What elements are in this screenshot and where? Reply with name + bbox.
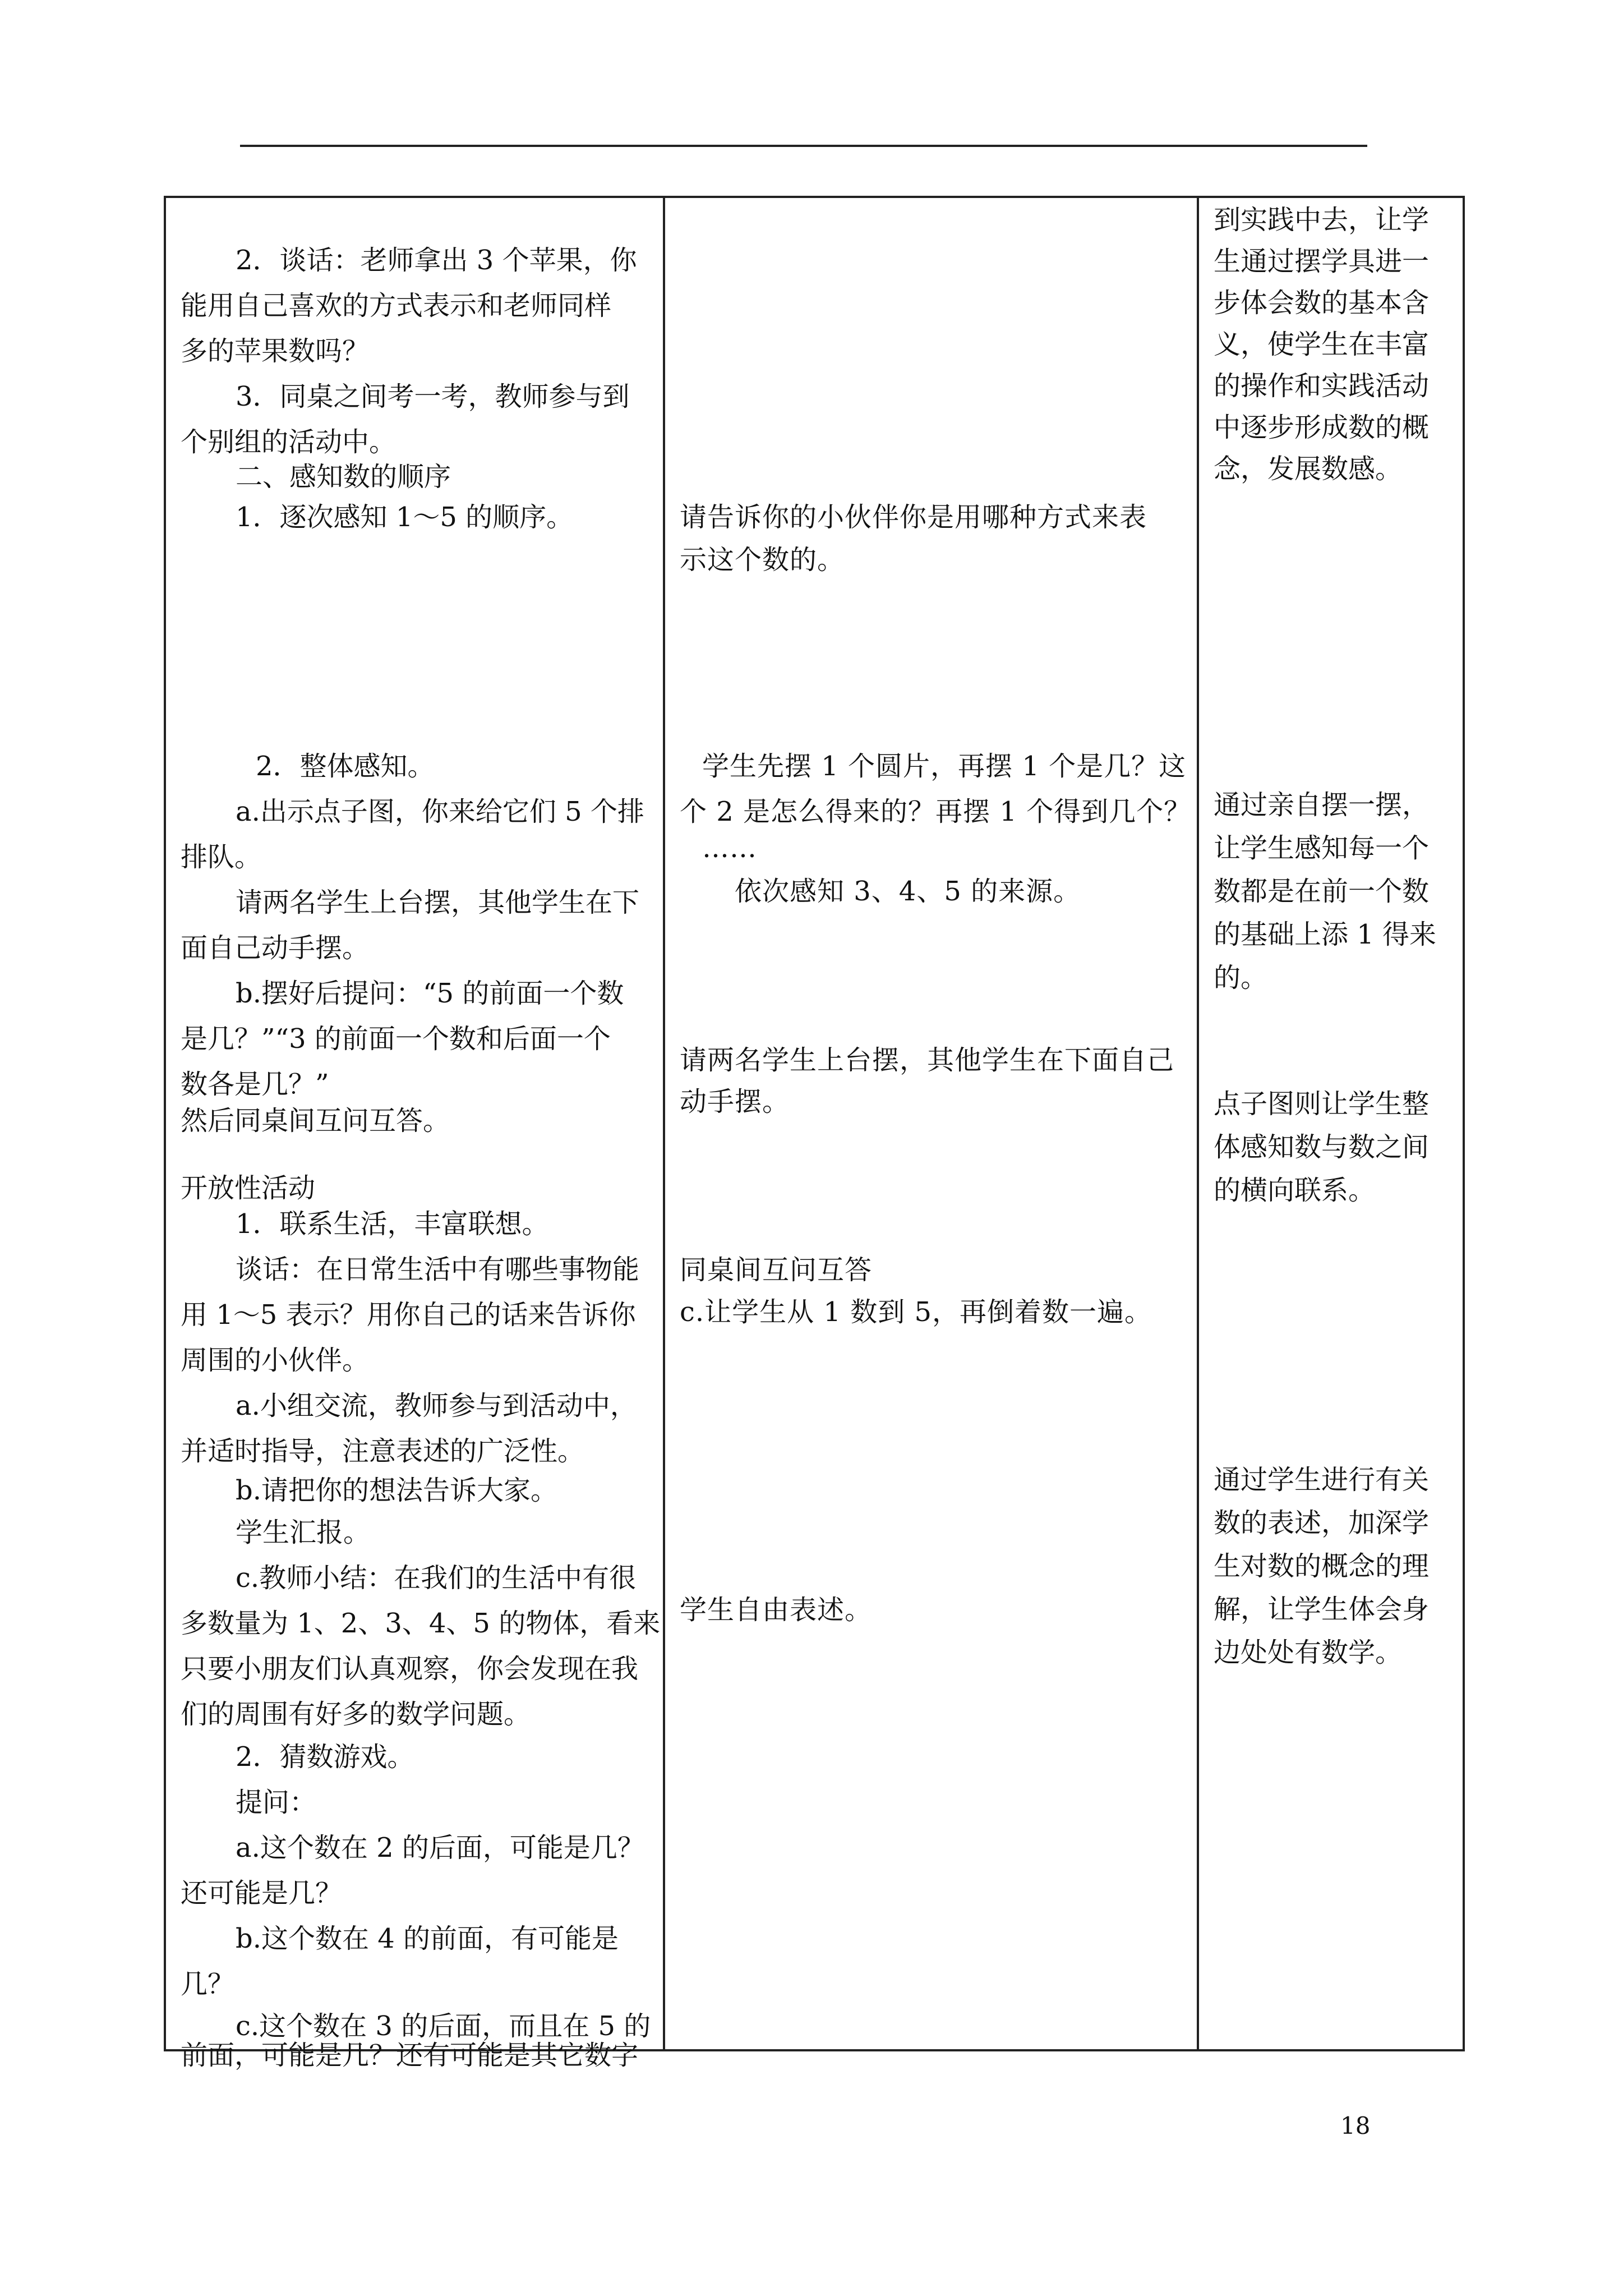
text-line: 请两名学生上台摆，其他学生在下面自己 bbox=[680, 1045, 1175, 1076]
text-line: 请告诉你的小伙伴你是用哪种方式来表 bbox=[680, 501, 1147, 533]
text-line: 还可能是几？ bbox=[181, 1878, 343, 1909]
text-line: a.出示点子图，你来给它们 5 个排 bbox=[236, 796, 644, 827]
text-line: 数的表述，加深学 bbox=[1214, 1507, 1430, 1539]
text-line: 只要小朋友们认真观察，你会发现在我 bbox=[181, 1653, 639, 1685]
text-line: 谈话：在日常生活中有哪些事物能 bbox=[236, 1254, 640, 1285]
text-line: 学生自由表述。 bbox=[680, 1594, 873, 1626]
text-line: 步体会数的基本含 bbox=[1214, 287, 1430, 319]
text-line: 2．整体感知。 bbox=[256, 751, 435, 782]
page-number: 18 bbox=[1340, 2112, 1371, 2139]
text-line: 几？ bbox=[181, 1968, 235, 2000]
text-line: 请两名学生上台摆，其他学生在下 bbox=[236, 887, 640, 918]
text-line: c.这个数在 3 的后面，而且在 5 的 bbox=[236, 2010, 651, 2042]
text-line: 的横向联系。 bbox=[1214, 1175, 1376, 1206]
text-line: 生通过摆学具进一 bbox=[1214, 246, 1430, 277]
text-line: 念，发展数感。 bbox=[1214, 453, 1403, 485]
text-line: 的。 bbox=[1214, 962, 1268, 993]
text-line: 用 1～5 表示？用你自己的话来告诉你 bbox=[181, 1299, 636, 1331]
text-line: 是几？”“3 的前面一个数和后面一个 bbox=[181, 1023, 611, 1055]
text-line: 1．联系生活，丰富联想。 bbox=[236, 1208, 549, 1240]
text-line: 们的周围有好多的数学问题。 bbox=[181, 1699, 531, 1730]
text-line: 通过亲自摆一摆， bbox=[1214, 789, 1430, 821]
text-line: 学生先摆 1 个圆片，再摆 1 个是几？这 bbox=[702, 751, 1187, 782]
text-line: 3．同桌之间考一考，教师参与到 bbox=[236, 381, 630, 412]
text-line: 生对数的概念的理 bbox=[1214, 1550, 1430, 1582]
text-line: 提问： bbox=[236, 1787, 317, 1818]
text-line: 1．逐次感知 1～5 的顺序。 bbox=[236, 501, 574, 533]
text-line: 数各是几？” bbox=[181, 1069, 329, 1100]
text-line: b.请把你的想法告诉大家。 bbox=[236, 1475, 557, 1506]
text-line: 边处处有数学。 bbox=[1214, 1637, 1403, 1668]
text-line: 面自己动手摆。 bbox=[181, 932, 370, 964]
text-line: 周围的小伙伴。 bbox=[181, 1345, 370, 1376]
text-line: 体感知数与数之间 bbox=[1214, 1131, 1430, 1163]
text-line: 个 2 是怎么得来的？再摆 1 个得到几个？ bbox=[680, 796, 1192, 827]
text-line: 个别组的活动中。 bbox=[181, 426, 396, 458]
text-line: b.摆好后提问：“5 的前面一个数 bbox=[236, 978, 624, 1009]
text-line: 中逐步形成数的概 bbox=[1214, 412, 1430, 443]
text-line: 能用自己喜欢的方式表示和老师同样 bbox=[181, 290, 612, 321]
text-line: 通过学生进行有关 bbox=[1214, 1464, 1430, 1496]
header-rule bbox=[240, 145, 1367, 147]
text-line: 义，使学生在丰富 bbox=[1214, 329, 1430, 360]
text-line: 学生汇报。 bbox=[236, 1517, 371, 1548]
section-heading: 二、感知数的顺序 bbox=[236, 461, 451, 493]
text-line: 示这个数的。 bbox=[680, 544, 845, 576]
column-divider-1 bbox=[663, 196, 665, 2051]
text-line: 的操作和实践活动 bbox=[1214, 370, 1430, 402]
text-line: 依次感知 3、4、5 的来源。 bbox=[735, 876, 1081, 907]
text-line: 的基础上添 1 得来 bbox=[1214, 919, 1437, 950]
text-line: b.这个数在 4 的前面，有可能是 bbox=[236, 1923, 619, 1954]
text-line: 排队。 bbox=[181, 841, 262, 873]
section-heading: 开放性活动 bbox=[181, 1172, 316, 1204]
column-divider-2 bbox=[1197, 196, 1199, 2051]
text-line: 同桌间互问互答 bbox=[680, 1254, 873, 1286]
text-line: 2．猜数游戏。 bbox=[236, 1741, 414, 1773]
text-line: a.这个数在 2 的后面，可能是几？ bbox=[236, 1832, 644, 1864]
text-line: 解，让学生体会身 bbox=[1214, 1594, 1430, 1625]
text-line: 点子图则让学生整 bbox=[1214, 1088, 1430, 1120]
text-line: c.教师小结：在我们的生活中有很 bbox=[236, 1562, 637, 1594]
text-line: 前面，可能是几？还有可能是其它数字 bbox=[181, 2040, 639, 2071]
text-line: a.小组交流，教师参与到活动中， bbox=[236, 1390, 637, 1421]
text-line: 2．谈话：老师拿出 3 个苹果，你 bbox=[236, 245, 637, 276]
text-line: c.让学生从 1 数到 5，再倒着数一遍。 bbox=[680, 1296, 1152, 1328]
text-line: 并适时指导，注意表述的广泛性。 bbox=[181, 1435, 585, 1467]
text-line: 然后同桌间互问互答。 bbox=[181, 1105, 450, 1137]
text-line: 让学生感知每一个 bbox=[1214, 832, 1430, 864]
text-line: 多的苹果数吗？ bbox=[181, 335, 370, 367]
text-line: 数都是在前一个数 bbox=[1214, 876, 1430, 907]
text-line: 动手摆。 bbox=[680, 1086, 790, 1117]
text-line: …… bbox=[702, 832, 757, 864]
text-line: 多数量为 1、2、3、4、5 的物体，看来 bbox=[181, 1608, 661, 1639]
text-line: 到实践中去，让学 bbox=[1214, 204, 1430, 236]
